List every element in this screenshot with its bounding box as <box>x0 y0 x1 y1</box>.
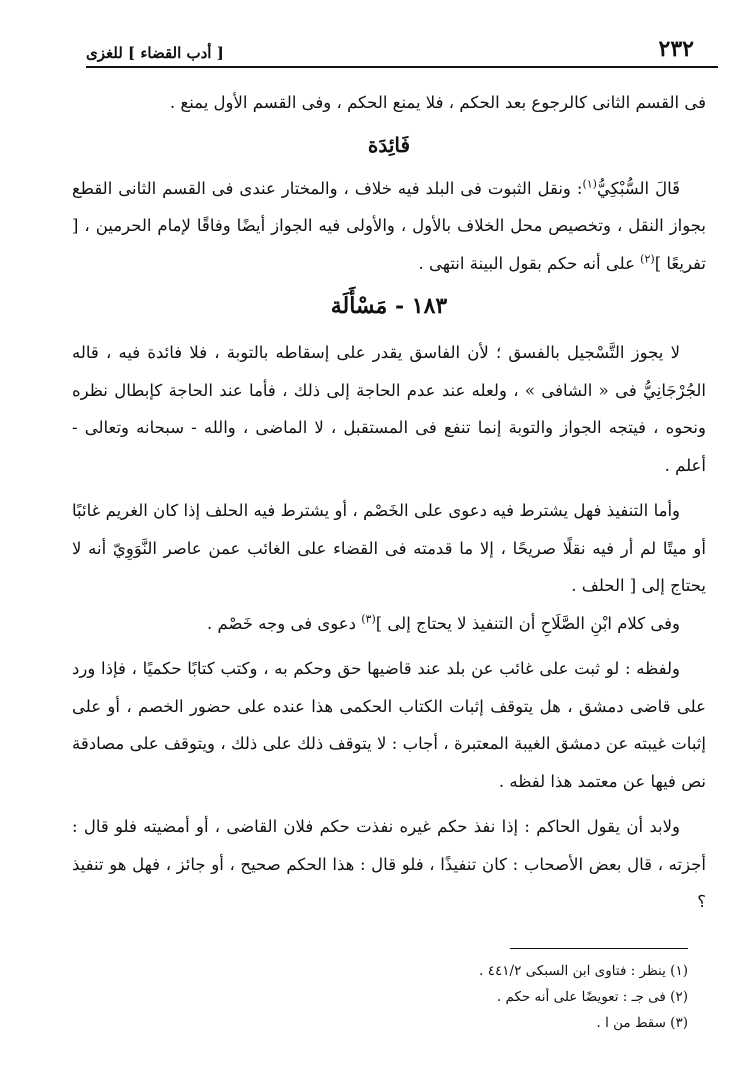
running-title: [ أدب القضاء ] للغزى <box>86 44 224 62</box>
paragraph-7: ولابد أن يقول الحاكم : إذا نفذ حكم غيره نفذت حكم فلان القاضى ، أو أمضيته فلو قال : أجزته ، قال بعض الأصحاب : كان تنفيذًا ، فلو قال : هذا الحكم صحيح ، أو جائز ، فهل هو تنفيذ ؟ <box>72 817 706 911</box>
paragraph-2-end: على أنه حكم بقول البينة انتهى . <box>418 253 641 273</box>
paragraph-2 <box>72 170 706 283</box>
paragraph-2-mid: : ونقل الثبوت فى البلد فيه خلاف ، والمختار عندى فى القسم الثانى القطع بجواز النقل ، وتخصيص محل الخلاف بالأول ، والأولى فيه الجواز أيضًا وفاقًا لإمام الحرمين ، [ تفريعًا ] <box>72 178 706 273</box>
header-rule <box>86 66 718 68</box>
paragraph-5-end: دعوى فى وجه خَصْم . <box>206 613 362 633</box>
paragraph-6: ولفظه : لو ثبت على غائب عن بلد عند قاضيها حق وحكم به ، وكتب كتابًا حكميًا ، فإذا ورد على قاضى دمشق ، هل يتوقف إثبات الكتاب الحكمى هذا عنده على حضور الخصم ، أو على إثبات غيبته عن دمشق الغيبة المعتبرة ، أجاب : لا يتوقف ذلك على ذلك ، ويتوقف على مصادقة نص فيها عن معتمد هذا لفظه . <box>72 659 706 791</box>
footnote-ref-1: (١) <box>582 177 597 190</box>
footnote-3: (٣) سقط من ا . <box>596 1015 688 1031</box>
footnotes <box>80 958 688 1036</box>
footnote-2: (٢) فى جـ : تعويضًا على أنه حكم . <box>496 989 688 1005</box>
footnote-1: (١) ينظر : فتاوى ابن السبكى ٤٤١/٢ . <box>479 963 688 979</box>
footnote-rule <box>510 948 688 949</box>
paragraph-4: وأما التنفيذ فهل يشترط فيه دعوى على الخَصْم ، أو يشترط فيه الحلف إذا كان الغريم غائبًا أو ميتًا لم أر فيه نقلًا صريحًا ، إلا ما قدمته فى القضاء على الغائب عمن عاصر النَّوَوِيّ أنه لا يحتاج إلى [ الحلف . <box>72 501 706 595</box>
page-header <box>86 26 694 62</box>
page-number: ٢٣٢ <box>658 36 694 62</box>
paragraph-5-start: وفى كلام ابْنِ الصَّلَاحِ أن التنفيذ لا يحتاج إلى ] <box>375 613 680 633</box>
footnote-ref-2: (٢) <box>640 252 655 265</box>
paragraph-1: فى القسم الثانى كالرجوع بعد الحكم ، فلا يمنع الحكم ، وفى القسم الأول يمنع . <box>169 93 706 112</box>
paragraph-2-start: قَالَ السُّبْكِيُّ <box>596 178 681 198</box>
main-text <box>72 84 706 921</box>
masala-heading: ١٨٣ - مَسْأَلَة <box>330 293 448 319</box>
paragraph-3: لا يجوز التَّسْجيل بالفسق ؛ لأن الفاسق يقدر على إسقاطه بالتوبة ، فلا فائدة فيه ، قاله الجُرْجَانِيُّ فى « الشافى » ، ولعله عند عدم الحاجة إلى ذلك ، فأما عند الحاجة كإبطال نظره ونحوه ، فيتجه الجواز والتوبة إنما تنفع فى المستقبل ، لا الماضى ، والله - سبحانه وتعالى - أعلم . <box>72 343 706 475</box>
footnote-ref-3: (٣) <box>361 612 376 625</box>
paragraph-5 <box>72 605 706 643</box>
faida-heading: فَائِدَة <box>367 132 411 157</box>
